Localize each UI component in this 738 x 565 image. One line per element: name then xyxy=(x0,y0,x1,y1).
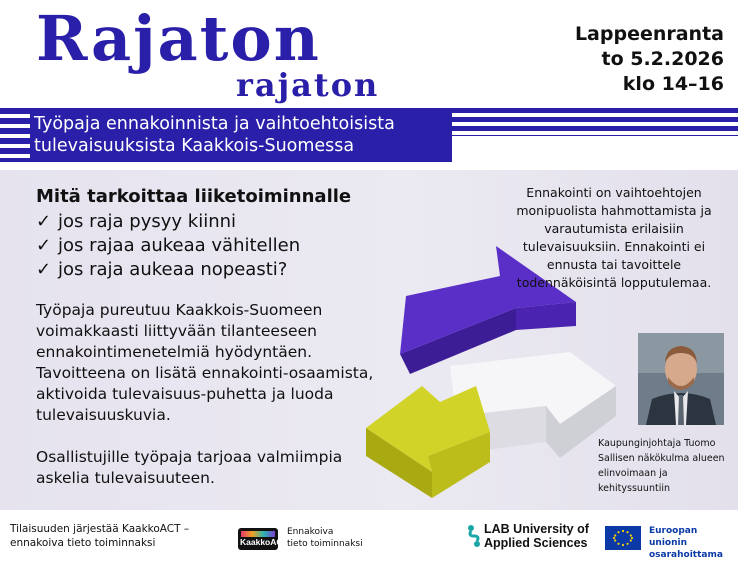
header xyxy=(0,0,738,170)
check-icon: ✓ xyxy=(36,235,52,256)
list-item xyxy=(36,210,300,234)
event-location: Lappeenranta xyxy=(574,23,724,45)
question-text: jos raja pysyy kiinni xyxy=(58,211,237,232)
footer xyxy=(0,510,738,565)
event-title-line2: tulevaisuuksista Kaakkois-Suomessa xyxy=(34,136,355,156)
eu-funding-line: osarahoittama xyxy=(649,550,723,560)
event-title-line1: Työpaja ennakoinnista ja vaihtoehtoisista xyxy=(34,114,395,134)
kaakkoact-tagline-line: tieto toiminnaksi xyxy=(287,539,363,549)
organizer-line: Tilaisuuden järjestää KaakkoACT – xyxy=(10,523,190,535)
lab-logo-line: LAB University of xyxy=(484,522,589,536)
lab-logo-icon xyxy=(466,524,482,548)
lab-logo-line: Applied Sciences xyxy=(484,536,588,550)
organizer-text xyxy=(10,522,189,550)
event-date: to 5.2.2026 xyxy=(601,48,724,70)
question-text: jos rajaa aukeaa vähitellen xyxy=(58,235,301,256)
side-text: Ennakointi on vaihtoehtojen monipuolista hahmottamista ja varautumista erilaisiin tulevaisuuksiin. Ennakointi ei ennusta tai tavoittele todennäköisintä lopputulemaa. xyxy=(516,185,712,290)
eu-flag-icon xyxy=(605,526,641,550)
portrait-photo xyxy=(638,333,724,425)
kaakkoact-tagline xyxy=(287,526,363,550)
event-info xyxy=(575,22,724,97)
question-heading: Mitä tarkoittaa liiketoiminnalle xyxy=(36,186,352,207)
kaakkoact-logo-text: KaakkoACT xyxy=(240,537,288,547)
eu-funding-line: Euroopan unionin xyxy=(649,526,698,548)
description-paragraph: Osallistujille työpaja tarjoaa valmiimpia askelia tulevaisuuteen. xyxy=(36,448,343,487)
list-item xyxy=(36,234,300,258)
rajaton-logo: Rajaton xyxy=(36,2,321,75)
check-icon: ✓ xyxy=(36,259,52,280)
stripe-decoration-right xyxy=(452,108,738,136)
description-paragraph: Työpaja pureutuu Kaakkois-Suomeen voimakkaasti liittyvään tilanteeseen ennakointimenetelmiä hyödyntäen. Tavoitteena on lisätä ennakointi-osaamista, aktivoida tulevaisuus-puhetta ja luoda tulevaisuuskuvia. xyxy=(36,301,374,424)
lab-logo-text xyxy=(484,522,589,550)
kaakkoact-tagline-line: Ennakoiva xyxy=(287,527,334,537)
list-item xyxy=(36,258,300,282)
check-icon: ✓ xyxy=(36,211,52,232)
question-text: jos raja aukeaa nopeasti? xyxy=(58,259,288,280)
stripe-decoration-left xyxy=(0,108,30,162)
rajaton-logo-sub: rajaton xyxy=(236,66,380,104)
event-time: klo 14–16 xyxy=(622,73,724,95)
eu-funding-text xyxy=(649,525,738,561)
main-content xyxy=(0,170,738,510)
question-list xyxy=(36,210,300,282)
organizer-line: ennakoiva tieto toiminnaksi xyxy=(10,537,156,549)
event-title xyxy=(30,108,452,162)
portrait-caption: Kaupunginjohtaja Tuomo Sallisen näkökulma alueen elinvoimaan ja kehityssuuntiin xyxy=(598,438,725,494)
kaakkoact-logo xyxy=(238,528,288,550)
